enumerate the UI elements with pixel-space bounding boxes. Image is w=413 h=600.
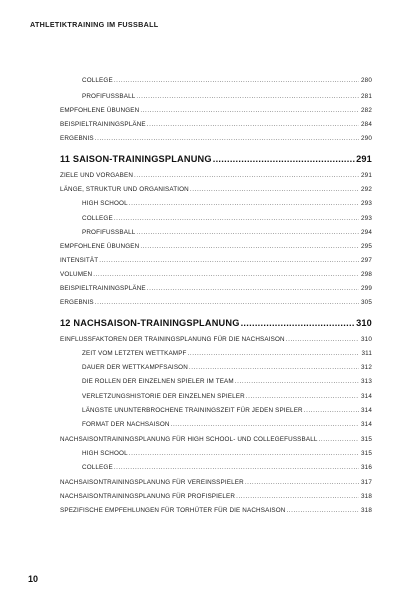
toc-entry-page: 314 <box>361 393 372 400</box>
toc-entry[interactable] <box>82 229 372 236</box>
toc-entry[interactable] <box>60 493 372 500</box>
toc-entry-title: VOLUMEN <box>60 271 93 278</box>
toc-entry[interactable] <box>60 285 372 292</box>
toc-entry-title: INTENSITÄT <box>60 257 99 264</box>
toc-entry-page: 284 <box>361 121 372 128</box>
toc-entry[interactable] <box>60 121 372 128</box>
toc-chapter-entry[interactable] <box>60 154 372 164</box>
toc-leader-dots <box>136 93 359 100</box>
toc-leader-dots <box>246 393 359 400</box>
toc-leader-dots <box>236 493 359 500</box>
toc-entry-title: EMPFOHLENE ÜBUNGEN <box>60 243 140 250</box>
toc-entry[interactable] <box>60 107 372 114</box>
toc-leader-dots <box>304 407 359 414</box>
toc-entry[interactable] <box>82 378 372 385</box>
toc-leader-dots <box>95 299 359 306</box>
toc-entry-page: 305 <box>361 299 372 306</box>
toc-leader-dots <box>129 450 359 457</box>
toc-entry[interactable] <box>82 393 372 400</box>
toc-entry-page: 311 <box>361 350 372 357</box>
toc-entry-page: 312 <box>361 364 372 371</box>
toc-leader-dots <box>319 436 359 443</box>
toc-entry-title: EINFLUSSFAKTOREN DER TRAININGSPLANUNG FÜR DIE NACHSAISON <box>60 336 285 343</box>
toc-entry[interactable] <box>60 507 372 514</box>
toc-entry[interactable] <box>82 77 372 84</box>
toc-entry[interactable] <box>60 436 372 443</box>
toc-leader-dots <box>286 507 359 514</box>
toc-entry-page: 313 <box>361 378 372 385</box>
toc-entry-title: VERLETZUNGSHISTORIE DER EINZELNEN SPIELER <box>82 393 245 400</box>
toc-entry-title: COLLEGE <box>82 464 113 471</box>
toc-entry-page: 314 <box>361 407 372 414</box>
toc-entry[interactable] <box>60 271 372 278</box>
running-head-prefix: ATHLETIKTRAINING <box>30 20 105 29</box>
toc-entry[interactable] <box>60 243 372 250</box>
toc-entry[interactable] <box>60 336 372 343</box>
toc-leader-dots <box>134 172 359 179</box>
toc-leader-dots <box>93 271 359 278</box>
toc-leader-dots <box>190 186 359 193</box>
toc-entry-page: 310 <box>356 318 372 328</box>
toc-entry-page: 315 <box>361 436 372 443</box>
toc-entry-page: 297 <box>361 257 372 264</box>
toc-leader-dots <box>171 421 359 428</box>
toc-entry-page: 293 <box>361 200 372 207</box>
toc-entry-page: 295 <box>361 243 372 250</box>
toc-entry-page: 291 <box>356 154 372 164</box>
toc-leader-dots <box>99 257 359 264</box>
toc-entry-page: 294 <box>361 229 372 236</box>
toc-entry-title: 11 SAISON-TRAININGSPLANUNG <box>60 154 212 164</box>
toc-entry[interactable] <box>82 200 372 207</box>
toc-entry-page: 291 <box>361 172 372 179</box>
toc-entry[interactable] <box>60 299 372 306</box>
toc-entry-page: 298 <box>361 271 372 278</box>
toc-entry-title: HIGH SCHOOL <box>82 200 128 207</box>
toc-entry-title: NACHSAISONTRAININGSPLANUNG FÜR HIGH SCHOOL- UND COLLEGEFUSSBALL <box>60 436 318 443</box>
toc-entry-page: 318 <box>361 507 372 514</box>
toc-entry-title: LÄNGSTE UNUNTERBROCHENE TRAININGSZEIT FÜR JEDEN SPIELER <box>82 407 303 414</box>
toc-entry-title: SPEZIFISCHE EMPFEHLUNGEN FÜR TORHÜTER FÜR DIE NACHSAISON <box>60 507 286 514</box>
toc-entry-title: EMPFOHLENE ÜBUNGEN <box>60 107 140 114</box>
toc-entry[interactable] <box>60 479 372 486</box>
toc-entry-title: 12 NACHSAISON-TRAININGSPLANUNG <box>60 318 240 328</box>
toc-entry-title: ERGEBNIS <box>60 135 94 142</box>
toc-leader-dots <box>189 364 359 371</box>
toc-entry-page: 318 <box>361 493 372 500</box>
toc-entry-page: 315 <box>361 450 372 457</box>
toc-entry[interactable] <box>82 407 372 414</box>
toc-entry-title: BEISPIELTRAININGSPLÄNE <box>60 121 146 128</box>
toc-entry-title: NACHSAISONTRAININGSPLANUNG FÜR VEREINSSPIELER <box>60 479 244 486</box>
toc-entry-title: PROFIFUSSBALL <box>82 93 136 100</box>
toc-entry[interactable] <box>82 450 372 457</box>
toc-leader-dots <box>114 464 359 471</box>
toc-entry-title: ERGEBNIS <box>60 299 94 306</box>
running-head-emphasis: IM FUSSBALL <box>106 20 159 29</box>
toc-entry-page: 280 <box>361 77 372 84</box>
toc-leader-dots <box>129 200 359 207</box>
toc-entry-title: DIE ROLLEN DER EINZELNEN SPIELER IM TEAM <box>82 378 234 385</box>
toc-leader-dots <box>286 336 359 343</box>
toc-entry-title: COLLEGE <box>82 215 113 222</box>
toc-entry-title: COLLEGE <box>82 77 113 84</box>
toc-leader-dots <box>114 77 359 84</box>
toc-leader-dots <box>136 229 359 236</box>
toc-leader-dots <box>245 479 359 486</box>
toc-entry-title: DAUER DER WETTKAMPFSAISON <box>82 364 188 371</box>
toc-leader-dots <box>140 107 359 114</box>
toc-leader-dots <box>95 135 359 142</box>
toc-leader-dots <box>235 378 359 385</box>
toc-entry-title: HIGH SCHOOL <box>82 450 128 457</box>
toc-entry-page: 293 <box>361 215 372 222</box>
toc-entry-title: PROFIFUSSBALL <box>82 229 136 236</box>
toc-leader-dots <box>188 350 359 357</box>
toc-chapter-entry[interactable] <box>60 318 372 328</box>
toc-entry-page: 317 <box>361 479 372 486</box>
toc-entry-page: 281 <box>361 93 372 100</box>
toc-entry[interactable] <box>82 93 372 100</box>
toc-leader-dots <box>147 121 359 128</box>
toc-entry-page: 292 <box>361 186 372 193</box>
toc-entry-page: 316 <box>361 464 372 471</box>
toc-leader-dots <box>241 318 355 328</box>
toc-entry[interactable] <box>82 421 372 428</box>
toc-entry[interactable] <box>82 364 372 371</box>
toc-entry[interactable] <box>82 350 372 357</box>
toc-leader-dots <box>213 154 355 164</box>
toc-entry-page: 290 <box>361 135 372 142</box>
toc-entry[interactable] <box>60 135 372 142</box>
toc-leader-dots <box>147 285 359 292</box>
toc-leader-dots <box>114 215 359 222</box>
toc-entry-title: BEISPIELTRAININGSPLÄNE <box>60 285 146 292</box>
toc-entry[interactable] <box>60 186 372 193</box>
toc-entry-title: LÄNGE, STRUKTUR UND ORGANISATION <box>60 186 189 193</box>
toc-entry-title: NACHSAISONTRAININGSPLANUNG FÜR PROFISPIELER <box>60 493 236 500</box>
toc-entry-page: 314 <box>361 421 372 428</box>
toc-leader-dots <box>140 243 359 250</box>
toc-entry-title: ZEIT VOM LETZTEN WETTKAMPF <box>82 350 187 357</box>
toc-entry-title: ZIELE UND VORGABEN <box>60 172 134 179</box>
toc-entry-page: 282 <box>361 107 372 114</box>
toc-entry-page: 299 <box>361 285 372 292</box>
toc-entry-page: 310 <box>361 336 372 343</box>
page-number: 10 <box>28 574 39 584</box>
toc-entry-title: FORMAT DER NACHSAISON <box>82 421 170 428</box>
toc-entry[interactable] <box>82 464 372 471</box>
toc-entry[interactable] <box>60 257 372 264</box>
toc-entry[interactable] <box>60 172 372 179</box>
toc-entry[interactable] <box>82 215 372 222</box>
